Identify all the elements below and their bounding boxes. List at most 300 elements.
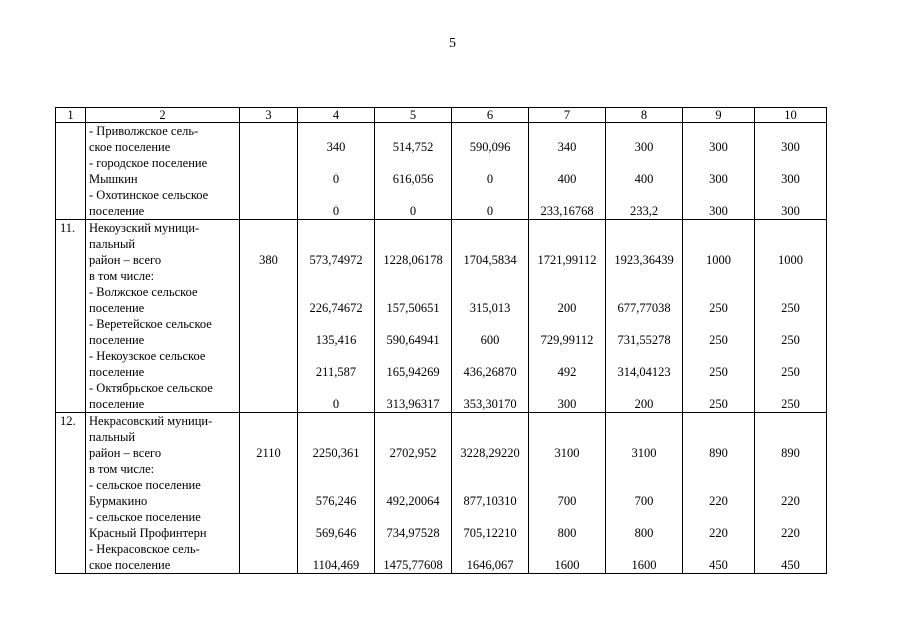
cell-line bbox=[240, 429, 297, 445]
cell-line bbox=[452, 123, 528, 139]
cell-line bbox=[529, 380, 605, 396]
cell-line: 250 bbox=[709, 301, 728, 315]
cell-line bbox=[298, 477, 374, 493]
cell-line bbox=[683, 268, 754, 284]
cell-line bbox=[298, 316, 374, 332]
cell-line bbox=[529, 461, 605, 477]
cell-line: район – всего bbox=[89, 253, 162, 267]
cell-line: 1600 bbox=[631, 558, 657, 572]
cell-line: 300 bbox=[634, 140, 654, 154]
cell-line: - Волжское сельское bbox=[89, 285, 198, 299]
cell-line bbox=[755, 380, 826, 396]
cell-line: 400 bbox=[634, 172, 654, 186]
row-number-cell bbox=[56, 413, 86, 574]
cell-line: 300 bbox=[781, 140, 800, 154]
cell-line bbox=[755, 461, 826, 477]
column-header: 8 bbox=[606, 108, 683, 123]
cell-line bbox=[298, 541, 374, 557]
cell-line bbox=[606, 316, 682, 332]
cell-line bbox=[240, 187, 297, 203]
cell-line: 1923,36439 bbox=[614, 253, 674, 267]
cell-line bbox=[298, 155, 374, 171]
cell-line bbox=[452, 268, 528, 284]
cell-line bbox=[529, 268, 605, 284]
value-cell bbox=[606, 413, 683, 574]
value-cell bbox=[375, 123, 452, 220]
cell-line: 250 bbox=[781, 301, 800, 315]
value-cell bbox=[683, 220, 755, 413]
cell-line bbox=[683, 380, 754, 396]
cell-line bbox=[375, 461, 451, 477]
value-cell bbox=[683, 413, 755, 574]
cell-line bbox=[606, 413, 682, 429]
column-header: 6 bbox=[452, 108, 529, 123]
cell-line: 1104,469 bbox=[312, 558, 360, 572]
cell-line: 1704,5834 bbox=[463, 253, 517, 267]
cell-line bbox=[606, 380, 682, 396]
cell-line bbox=[240, 268, 297, 284]
cell-line bbox=[529, 187, 605, 203]
cell-line bbox=[755, 284, 826, 300]
cell-line: 300 bbox=[709, 140, 728, 154]
column-header: 5 bbox=[375, 108, 452, 123]
cell-line bbox=[240, 236, 297, 252]
cell-line: 135,416 bbox=[315, 333, 357, 347]
cell-line: 300 bbox=[557, 397, 577, 411]
cell-line: 492,20064 bbox=[386, 494, 440, 508]
cell-line bbox=[375, 155, 451, 171]
cell-line bbox=[683, 123, 754, 139]
cell-line bbox=[606, 541, 682, 557]
cell-line bbox=[298, 348, 374, 364]
cell-line: Бурмакино bbox=[89, 494, 148, 508]
column-header: 4 bbox=[298, 108, 375, 123]
cell-line: 0 bbox=[486, 204, 494, 218]
cell-line bbox=[606, 123, 682, 139]
cell-line bbox=[606, 187, 682, 203]
cell-line: 1721,99112 bbox=[537, 253, 597, 267]
cell-line bbox=[529, 477, 605, 493]
cell-line: 1646,067 bbox=[466, 558, 514, 572]
value-cell bbox=[683, 123, 755, 220]
value-cell bbox=[529, 123, 606, 220]
cell-line bbox=[755, 268, 826, 284]
value-cell bbox=[755, 123, 827, 220]
cell-line: пальный bbox=[89, 430, 136, 444]
cell-line bbox=[298, 220, 374, 236]
cell-line: 514,752 bbox=[392, 140, 434, 154]
cell-line: 220 bbox=[781, 526, 800, 540]
cell-line bbox=[298, 429, 374, 445]
cell-line: 233,16768 bbox=[540, 204, 594, 218]
value-cell bbox=[375, 413, 452, 574]
cell-line: район – всего bbox=[89, 446, 162, 460]
value-cell bbox=[452, 220, 529, 413]
cell-line: в том числе: bbox=[89, 269, 155, 283]
cell-line bbox=[452, 155, 528, 171]
cell-line: поселение bbox=[89, 397, 145, 411]
cell-line bbox=[683, 155, 754, 171]
cell-line: Красный Профинтерн bbox=[89, 526, 207, 540]
cell-line bbox=[375, 348, 451, 364]
cell-line: 890 bbox=[781, 446, 800, 460]
cell-line bbox=[240, 203, 297, 219]
value-cell bbox=[298, 220, 375, 413]
cell-line bbox=[683, 509, 754, 525]
cell-line bbox=[529, 429, 605, 445]
cell-line bbox=[452, 187, 528, 203]
value-cell bbox=[375, 220, 452, 413]
cell-line: 1228,06178 bbox=[383, 253, 443, 267]
cell-line bbox=[606, 220, 682, 236]
cell-line bbox=[529, 220, 605, 236]
value-cell bbox=[755, 220, 827, 413]
cell-line: 226,74672 bbox=[309, 301, 363, 315]
cell-line bbox=[60, 123, 85, 139]
cell-line bbox=[683, 541, 754, 557]
cell-line: 157,50651 bbox=[386, 301, 440, 315]
cell-line: 0 bbox=[486, 172, 494, 186]
cell-line: - Охотинское сельское bbox=[89, 188, 209, 202]
cell-line bbox=[240, 220, 297, 236]
cell-line: 0 bbox=[332, 397, 340, 411]
cell-line bbox=[298, 187, 374, 203]
cell-line: Некоузский муници- bbox=[89, 221, 200, 235]
column-header: 1 bbox=[56, 108, 86, 123]
cell-line bbox=[755, 509, 826, 525]
value-cell bbox=[452, 123, 529, 220]
cell-line: 600 bbox=[480, 333, 500, 347]
cell-line bbox=[606, 348, 682, 364]
cell-line: 340 bbox=[557, 140, 577, 154]
cell-line: поселение bbox=[89, 301, 145, 315]
cell-line: 400 bbox=[557, 172, 577, 186]
cell-line: 300 bbox=[709, 204, 728, 218]
cell-line bbox=[606, 155, 682, 171]
cell-line: 353,30170 bbox=[463, 397, 517, 411]
cell-line: 800 bbox=[634, 526, 654, 540]
cell-line bbox=[240, 525, 297, 541]
header-row bbox=[56, 108, 827, 123]
cell-line: 573,74972 bbox=[309, 253, 363, 267]
cell-line bbox=[240, 380, 297, 396]
value-cell bbox=[298, 413, 375, 574]
cell-line bbox=[755, 316, 826, 332]
cell-line: 250 bbox=[781, 333, 800, 347]
cell-line bbox=[240, 493, 297, 509]
cell-line: - Приволжское сель- bbox=[89, 124, 199, 138]
cell-line bbox=[606, 509, 682, 525]
cell-line: - сельское поселение bbox=[89, 510, 201, 524]
cell-line bbox=[375, 316, 451, 332]
cell-line bbox=[298, 380, 374, 396]
cell-line bbox=[755, 348, 826, 364]
cell-line bbox=[375, 236, 451, 252]
cell-line: 314,04123 bbox=[617, 365, 671, 379]
cell-line bbox=[240, 541, 297, 557]
cell-line: 450 bbox=[709, 558, 728, 572]
cell-line bbox=[755, 236, 826, 252]
cell-line bbox=[240, 509, 297, 525]
cell-line bbox=[755, 477, 826, 493]
cell-line: 436,26870 bbox=[463, 365, 517, 379]
cell-line: - Веретейское сельское bbox=[89, 317, 212, 331]
cell-line bbox=[452, 220, 528, 236]
value-cell bbox=[529, 220, 606, 413]
cell-line: 0 bbox=[332, 172, 340, 186]
cell-line bbox=[529, 236, 605, 252]
cell-line bbox=[606, 461, 682, 477]
cell-line bbox=[240, 284, 297, 300]
cell-line: 380 bbox=[259, 253, 278, 267]
cell-line: 1600 bbox=[554, 558, 580, 572]
value-cell bbox=[452, 413, 529, 574]
cell-line bbox=[683, 220, 754, 236]
cell-line bbox=[755, 429, 826, 445]
data-table bbox=[55, 107, 827, 574]
cell-line: 315,013 bbox=[469, 301, 511, 315]
cell-line bbox=[240, 348, 297, 364]
cell-line bbox=[298, 509, 374, 525]
cell-line bbox=[606, 477, 682, 493]
cell-line bbox=[240, 316, 297, 332]
name-cell bbox=[86, 123, 240, 220]
cell-line bbox=[606, 429, 682, 445]
cell-line: - городское поселение bbox=[89, 156, 208, 170]
cell-line bbox=[683, 413, 754, 429]
cell-line bbox=[683, 187, 754, 203]
cell-line: 340 bbox=[326, 140, 346, 154]
cell-line bbox=[683, 348, 754, 364]
cell-line bbox=[298, 461, 374, 477]
column-header: 7 bbox=[529, 108, 606, 123]
cell-line: 3228,29220 bbox=[460, 446, 520, 460]
cell-line: 569,646 bbox=[315, 526, 357, 540]
cell-line: 250 bbox=[709, 397, 728, 411]
cell-line bbox=[683, 461, 754, 477]
page-number: 5 bbox=[449, 36, 456, 51]
cell-line: 2702,952 bbox=[389, 446, 437, 460]
cell-line: - Октябрьское сельское bbox=[89, 381, 213, 395]
value-cell bbox=[606, 220, 683, 413]
cell-line: Мышкин bbox=[89, 172, 138, 186]
cell-line bbox=[240, 477, 297, 493]
cell-line: 1475,77608 bbox=[383, 558, 443, 572]
table-row bbox=[56, 413, 827, 574]
cell-line bbox=[452, 509, 528, 525]
cell-line bbox=[240, 557, 297, 573]
cell-line bbox=[375, 220, 451, 236]
cell-line: 590,64941 bbox=[386, 333, 440, 347]
cell-line bbox=[452, 380, 528, 396]
cell-line: Некрасовский муници- bbox=[89, 414, 213, 428]
cell-line bbox=[529, 316, 605, 332]
cell-line bbox=[529, 284, 605, 300]
cell-line: 211,587 bbox=[315, 365, 357, 379]
cell-line: 700 bbox=[634, 494, 654, 508]
cell-line: 165,94269 bbox=[386, 365, 440, 379]
cell-line: 200 bbox=[557, 301, 577, 315]
cell-line: 492 bbox=[557, 365, 577, 379]
cell-line bbox=[529, 155, 605, 171]
column-header: 9 bbox=[683, 108, 755, 123]
cell-line bbox=[452, 413, 528, 429]
cell-line bbox=[529, 348, 605, 364]
cell-line: 11. bbox=[60, 221, 76, 235]
cell-line bbox=[298, 284, 374, 300]
cell-line bbox=[683, 284, 754, 300]
cell-line: 220 bbox=[781, 494, 800, 508]
cell-line bbox=[529, 123, 605, 139]
cell-line: 677,77038 bbox=[617, 301, 671, 315]
cell-line: ское поселение bbox=[89, 140, 171, 154]
cell-line bbox=[452, 348, 528, 364]
cell-line bbox=[375, 123, 451, 139]
cell-line bbox=[298, 236, 374, 252]
cell-line bbox=[240, 332, 297, 348]
cell-line: 300 bbox=[709, 172, 728, 186]
cell-line: 313,96317 bbox=[386, 397, 440, 411]
cell-line: 616,056 bbox=[392, 172, 434, 186]
cell-line bbox=[529, 541, 605, 557]
cell-line: поселение bbox=[89, 204, 145, 218]
cell-line bbox=[375, 477, 451, 493]
cell-line bbox=[606, 268, 682, 284]
cell-line: 731,55278 bbox=[617, 333, 671, 347]
cell-line bbox=[755, 155, 826, 171]
cell-line bbox=[240, 171, 297, 187]
cell-line bbox=[452, 284, 528, 300]
cell-line bbox=[298, 413, 374, 429]
cell-line bbox=[452, 236, 528, 252]
cell-line: 700 bbox=[557, 494, 577, 508]
cell-line bbox=[529, 509, 605, 525]
table-row bbox=[56, 123, 827, 220]
cell-line: 2250,361 bbox=[312, 446, 360, 460]
cell-line: 250 bbox=[781, 397, 800, 411]
cell-line bbox=[755, 220, 826, 236]
cell-line: - сельское поселение bbox=[89, 478, 201, 492]
row-number-cell bbox=[56, 123, 86, 220]
cell-line bbox=[240, 123, 297, 139]
cell-line bbox=[683, 477, 754, 493]
cell-line bbox=[375, 541, 451, 557]
cell-line bbox=[240, 413, 297, 429]
cell-line: поселение bbox=[89, 333, 145, 347]
column-header: 10 bbox=[755, 108, 827, 123]
cell-line: 2110 bbox=[256, 446, 281, 460]
value-cell bbox=[298, 123, 375, 220]
name-cell bbox=[86, 413, 240, 574]
cell-line: пальный bbox=[89, 237, 136, 251]
cell-line: 3100 bbox=[631, 446, 657, 460]
cell-line: 200 bbox=[634, 397, 654, 411]
cell-line bbox=[298, 268, 374, 284]
cell-line bbox=[240, 300, 297, 316]
cell-line bbox=[683, 236, 754, 252]
cell-line: 250 bbox=[781, 365, 800, 379]
cell-line bbox=[529, 413, 605, 429]
cell-line: 300 bbox=[781, 172, 800, 186]
cell-line bbox=[606, 236, 682, 252]
cell-line: 220 bbox=[709, 494, 728, 508]
cell-line bbox=[240, 155, 297, 171]
cell-line bbox=[452, 316, 528, 332]
cell-line bbox=[240, 461, 297, 477]
cell-line bbox=[375, 413, 451, 429]
cell-line bbox=[375, 268, 451, 284]
value-cell bbox=[240, 220, 298, 413]
column-header: 2 bbox=[86, 108, 240, 123]
cell-line: в том числе: bbox=[89, 462, 155, 476]
cell-line: 3100 bbox=[554, 446, 580, 460]
row-number-cell bbox=[56, 220, 86, 413]
cell-line bbox=[683, 429, 754, 445]
cell-line: 220 bbox=[709, 526, 728, 540]
cell-line: 800 bbox=[557, 526, 577, 540]
value-cell bbox=[240, 123, 298, 220]
cell-line bbox=[375, 284, 451, 300]
cell-line: - Некрасовское сель- bbox=[89, 542, 200, 556]
value-cell bbox=[240, 413, 298, 574]
value-cell bbox=[606, 123, 683, 220]
value-cell bbox=[755, 413, 827, 574]
cell-line: поселение bbox=[89, 365, 145, 379]
cell-line: 0 bbox=[332, 204, 340, 218]
cell-line: 576,246 bbox=[315, 494, 357, 508]
cell-line: 12. bbox=[60, 414, 76, 428]
column-header: 3 bbox=[240, 108, 298, 123]
cell-line bbox=[755, 413, 826, 429]
cell-line: 1000 bbox=[778, 253, 803, 267]
cell-line: 300 bbox=[781, 204, 800, 218]
value-cell bbox=[529, 413, 606, 574]
cell-line: 877,10310 bbox=[463, 494, 517, 508]
cell-line bbox=[240, 396, 297, 412]
cell-line: 233,2 bbox=[629, 204, 659, 218]
name-cell bbox=[86, 220, 240, 413]
cell-line: 890 bbox=[709, 446, 728, 460]
cell-line: 0 bbox=[409, 204, 417, 218]
cell-line: - Некоузское сельское bbox=[89, 349, 206, 363]
cell-line: 250 bbox=[709, 333, 728, 347]
cell-line bbox=[375, 429, 451, 445]
cell-line bbox=[240, 364, 297, 380]
cell-line bbox=[755, 541, 826, 557]
cell-line: 734,97528 bbox=[386, 526, 440, 540]
cell-line bbox=[375, 380, 451, 396]
cell-line bbox=[606, 284, 682, 300]
cell-line bbox=[375, 509, 451, 525]
cell-line bbox=[755, 123, 826, 139]
cell-line bbox=[375, 187, 451, 203]
cell-line: 450 bbox=[781, 558, 800, 572]
cell-line: 705,12210 bbox=[463, 526, 517, 540]
cell-line: 1000 bbox=[706, 253, 731, 267]
cell-line: 250 bbox=[709, 365, 728, 379]
cell-line: ское поселение bbox=[89, 558, 171, 572]
cell-line bbox=[452, 461, 528, 477]
cell-line bbox=[755, 187, 826, 203]
cell-line bbox=[452, 477, 528, 493]
cell-line: 729,99112 bbox=[540, 333, 594, 347]
cell-line bbox=[240, 139, 297, 155]
cell-line bbox=[452, 541, 528, 557]
table-row bbox=[56, 220, 827, 413]
cell-line bbox=[452, 429, 528, 445]
cell-line: 590,096 bbox=[469, 140, 511, 154]
cell-line bbox=[298, 123, 374, 139]
